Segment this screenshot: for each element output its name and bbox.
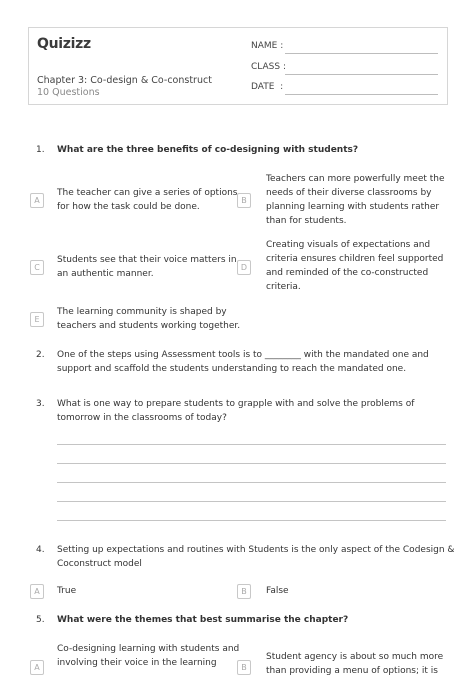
option-e-text: The learning community is shaped by teachers and students working together. — [57, 307, 241, 331]
option-b-text: Student agency is about so much more than providing a menu of options; it is — [266, 652, 444, 676]
quizizz-logo: Quizizz — [37, 36, 91, 52]
question-text: What are the three benefits of co-designing with students? — [57, 145, 359, 155]
worksheet-title: Chapter 3: Co-design & Co-construct — [37, 75, 212, 86]
option-b-box[interactable]: B — [237, 193, 251, 208]
option-c-text: Students see that their voice matters in an authentic manner. — [57, 255, 237, 279]
answer-line[interactable] — [57, 463, 446, 464]
date-line[interactable] — [285, 94, 438, 95]
option-c-box[interactable]: C — [30, 260, 44, 275]
question-number: 1. — [36, 145, 45, 155]
name-line[interactable] — [285, 53, 438, 54]
class-line[interactable] — [285, 74, 438, 75]
question-number: 5. — [36, 615, 45, 625]
answer-line[interactable] — [57, 482, 446, 483]
option-e-box[interactable]: E — [30, 312, 44, 327]
option-a-text: True — [57, 586, 77, 596]
option-b-text: Teachers can more powerfully meet the needs of their diverse classrooms by planning learning with students rather than for students. — [266, 174, 445, 226]
option-d-text: Creating visuals of expectations and criteria ensures children feel supported and reminded of the co-constructed criteria. — [266, 240, 444, 292]
name-label: NAME : — [251, 41, 284, 51]
option-b-box[interactable]: B — [237, 660, 251, 675]
question-text: What were the themes that best summarise the chapter? — [57, 615, 349, 625]
answer-line[interactable] — [57, 444, 446, 445]
answer-line[interactable] — [57, 501, 446, 502]
option-d-box[interactable]: D — [237, 260, 251, 275]
question-count: 10 Questions — [37, 87, 100, 98]
option-a-text: The teacher can give a series of options for how the task could be done. — [57, 188, 238, 212]
question-text: Setting up expectations and routines with Students is the only aspect of the Codesign & Coconstruct model — [57, 545, 455, 569]
class-label: CLASS : — [251, 62, 286, 72]
question-number: 2. — [36, 350, 45, 360]
date-label: DATE : — [251, 82, 284, 92]
question-text: What is one way to prepare students to grapple with and solve the problems of tomorrow in the classrooms of today? — [57, 399, 415, 423]
option-b-text: False — [266, 586, 289, 596]
option-a-text: Co-designing learning with students and involving their voice in the learning — [57, 644, 240, 668]
answer-line[interactable] — [57, 520, 446, 521]
option-a-box[interactable]: A — [30, 584, 44, 599]
option-a-box[interactable]: A — [30, 660, 44, 675]
option-a-box[interactable]: A — [30, 193, 44, 208]
question-number: 3. — [36, 399, 45, 409]
question-number: 4. — [36, 545, 45, 555]
option-b-box[interactable]: B — [237, 584, 251, 599]
question-text: One of the steps using Assessment tools is to ________ with the mandated one and support and scaffold the students understanding to reach the mandated one. — [57, 350, 429, 374]
